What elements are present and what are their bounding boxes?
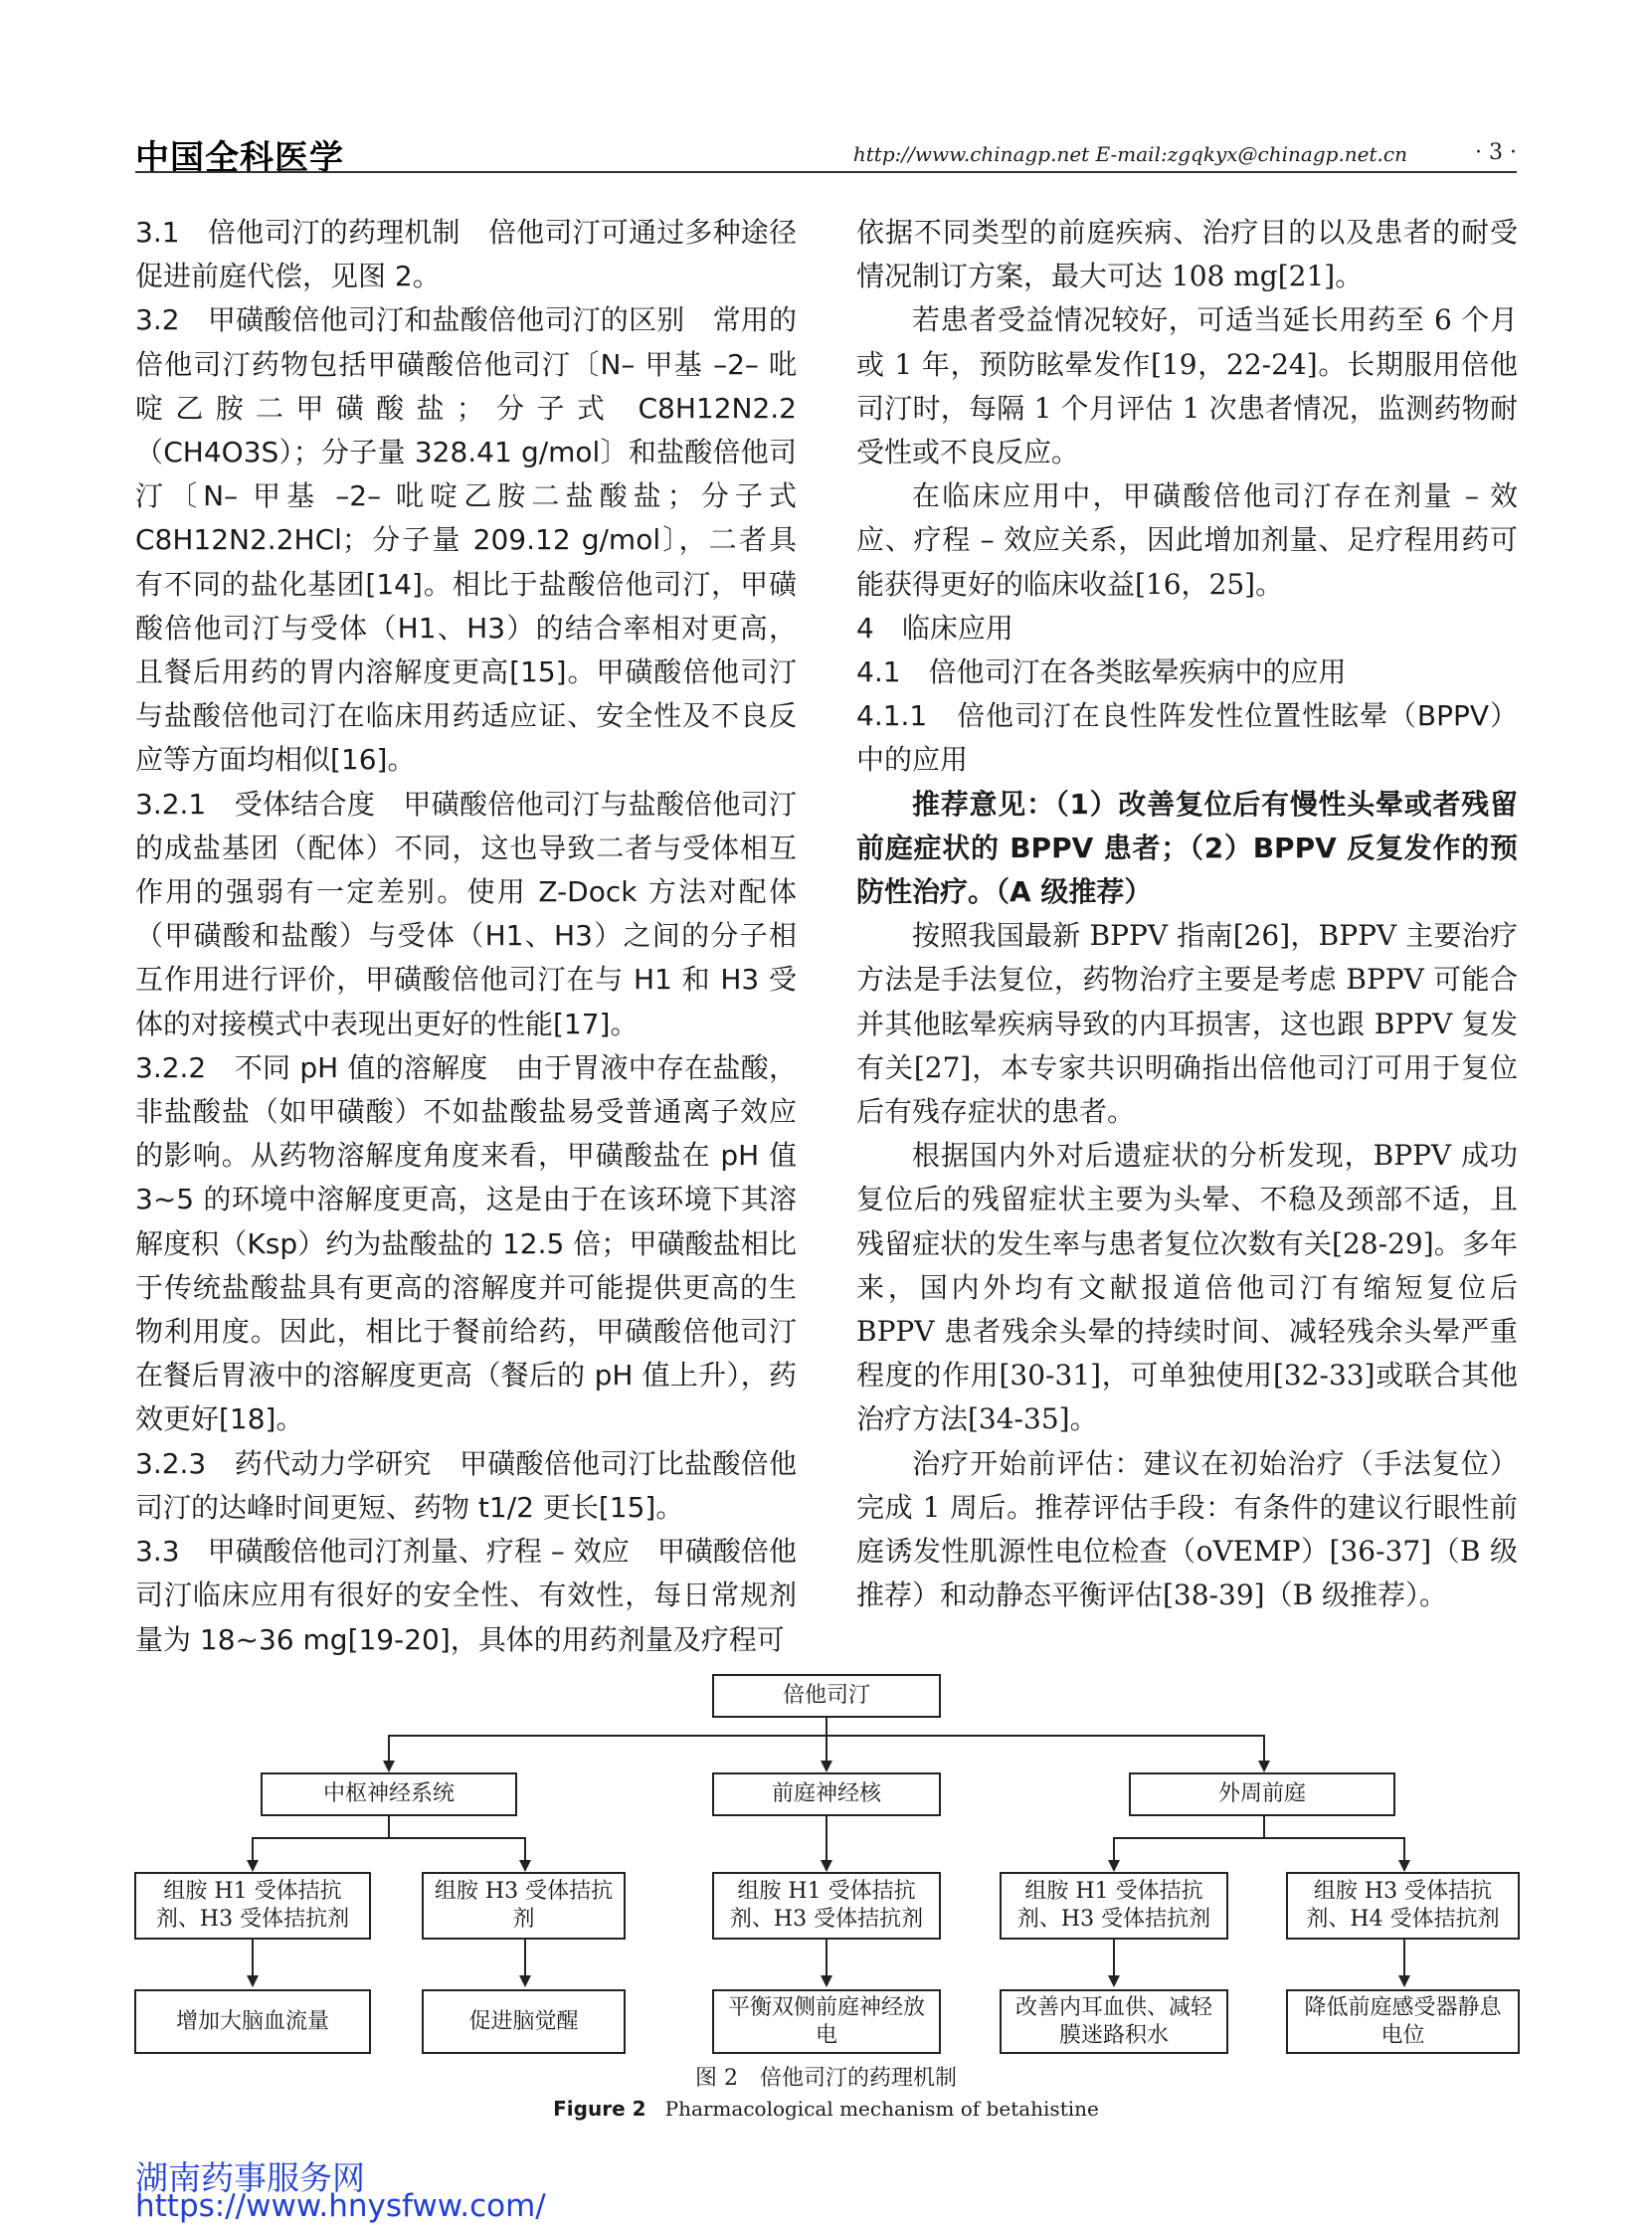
subsection-heading: 4.1 倍他司汀在各类眩晕疾病中的应用 bbox=[856, 655, 1347, 689]
connector bbox=[1113, 1837, 1115, 1862]
connector bbox=[826, 1816, 827, 1862]
connector bbox=[252, 1837, 254, 1862]
connector bbox=[252, 1940, 254, 1975]
figure-caption-cn: 图 2 倍他司汀的药理机制 bbox=[695, 2066, 957, 2091]
paragraph: 3.1 倍他司汀的药理机制 倍他司汀可通过多种途径促进前庭代偿，见图 2。 bbox=[135, 216, 797, 293]
flow-level2-box: 组胺 H1 受体拮抗剂、H3 受体拮抗剂 bbox=[134, 1872, 371, 1940]
journal-title: 中国全科医学 bbox=[135, 138, 344, 178]
flow-root: 倍他司汀 bbox=[712, 1674, 941, 1718]
connector bbox=[826, 1718, 827, 1736]
arrow bbox=[247, 1860, 259, 1872]
flow-level1-box: 外周前庭 bbox=[1129, 1772, 1395, 1816]
flow-level3-box: 增加大脑血流量 bbox=[134, 1989, 371, 2054]
paragraph: 3.2 甲磺酸倍他司汀和盐酸倍他司汀的区别 常用的倍他司汀药物包括甲磺酸倍他司汀〔N– 甲基 –2– 吡啶乙胺二甲磺酸盐；分子式 C8H12N2.2（CH4O3S）；分子量 328.41 g/mol〕和盐酸倍他司汀〔N– 甲基 –2– 吡啶乙胺二盐酸盐；分子式 C8H12N2.2HCl；分子量 209.12 g/mol〕，二者具有不同的盐化基团[14]。相比于盐酸倍他司汀，甲磺酸倍他司汀与受体（H1、H3）的结合率相对更高，且餐后用药的胃内溶解度更高[15]。甲磺酸倍他司汀与盐酸倍他司汀在临床用药适应证、安全性及不良反应等方面均相似[16]。 bbox=[135, 303, 797, 777]
flow-level3-box: 降低前庭感受器静息电位 bbox=[1286, 1989, 1520, 2054]
connector bbox=[388, 1816, 390, 1838]
watermark-name: 湖南药事服务网 bbox=[135, 2158, 365, 2197]
connector bbox=[1113, 1837, 1405, 1839]
connector bbox=[252, 1837, 525, 1839]
connector bbox=[524, 1837, 526, 1862]
arrow bbox=[383, 1761, 395, 1772]
figure-caption-en-text: Pharmacological mechanism of betahistine bbox=[664, 2097, 1099, 2121]
subsection-heading: 4.1.1 倍他司汀在良性阵发性位置性眩晕（BPPV）中的应用 bbox=[856, 699, 1518, 777]
arrow bbox=[1108, 1860, 1120, 1872]
flow-level2-box: 组胺 H1 受体拮抗剂、H3 受体拮抗剂 bbox=[1000, 1872, 1228, 1940]
section-heading: 4 临床应用 bbox=[856, 611, 1013, 645]
arrow bbox=[821, 1975, 832, 1987]
arrow bbox=[821, 1860, 832, 1872]
paragraph: 3.2.2 不同 pH 值的溶解度 由于胃液中存在盐酸，非盐酸盐（如甲磺酸）不如盐酸盐易受普通离子效应的影响。从药物溶解度角度来看，甲磺酸盐在 pH 值 3~5 的环境中溶解度更高，这是由于在该环境下其溶解度积（Ksp）约为盐酸盐的 12.5 倍；甲磺酸盐相比于传统盐酸盐具有更高的溶解度并可能提供更高的生物利用度。因此，相比于餐前给药，甲磺酸倍他司汀在餐后胃液中的溶解度更高（餐后的 pH 值上升），药效更好[18]。 bbox=[135, 1050, 797, 1436]
connector bbox=[524, 1940, 526, 1975]
arrow bbox=[821, 1761, 832, 1772]
arrow bbox=[519, 1860, 531, 1872]
connector bbox=[1113, 1940, 1115, 1975]
flow-level1-box: 中枢神经系统 bbox=[261, 1772, 517, 1816]
paragraph: 若患者受益情况较好，可适当延长用药至 6 个月或 1 年，预防眩晕发作[19，22-24]。长期服用倍他司汀时，每隔 1 个月评估 1 次患者情况，监测药物耐受性或不良反应。 bbox=[856, 303, 1518, 469]
connector bbox=[1403, 1837, 1405, 1862]
paragraph: 依据不同类型的前庭疾病、治疗目的以及患者的耐受情况制订方案，最大可达 108 mg[21]。 bbox=[856, 216, 1518, 293]
arrow bbox=[1108, 1975, 1120, 1987]
paragraph: 在临床应用中，甲磺酸倍他司汀存在剂量 – 效应、疗程 – 效应关系，因此增加剂量、足疗程用药可能获得更好的临床收益[16，25]。 bbox=[856, 479, 1518, 601]
arrow bbox=[1398, 1860, 1410, 1872]
figure-caption-en-label: Figure 2 bbox=[553, 2097, 646, 2121]
connector bbox=[826, 1735, 827, 1763]
paragraph: 3.3 甲磺酸倍他司汀剂量、疗程 – 效应 甲磺酸倍他司汀临床应用有很好的安全性、有效性，每日常规剂量为 18~36 mg[19-20]，具体的用药剂量及疗程可 bbox=[135, 1535, 797, 1656]
flow-level1-box: 前庭神经核 bbox=[712, 1772, 941, 1816]
paragraph: 3.2.3 药代动力学研究 甲磺酸倍他司汀比盐酸倍他司汀的达峰时间更短、药物 t1/2 更长[15]。 bbox=[135, 1446, 797, 1524]
paragraph: 按照我国最新 BPPV 指南[26]，BPPV 主要治疗方法是手法复位，药物治疗主要是考虑 BPPV 可能合并其他眩晕疾病导致的内耳损害，这也跟 BPPV 复发有关[27]，本专家共识明确指出倍他司汀可用于复位后有残存症状的患者。 bbox=[856, 919, 1518, 1129]
flow-level3-box: 改善内耳血供、减轻膜迷路积水 bbox=[1000, 1989, 1228, 2054]
arrow bbox=[1258, 1761, 1270, 1772]
flow-level2-box: 组胺 H3 受体拮抗剂 bbox=[422, 1872, 626, 1940]
watermark-url[interactable]: https://www.hnysfww.com/ bbox=[135, 2188, 546, 2224]
flow-level3-box: 促进脑觉醒 bbox=[422, 1989, 626, 2054]
arrow bbox=[1398, 1975, 1410, 1987]
connector bbox=[826, 1940, 827, 1975]
flow-level2-box: 组胺 H3 受体拮抗剂、H4 受体拮抗剂 bbox=[1286, 1872, 1520, 1940]
flow-level3-box: 平衡双侧前庭神经放电 bbox=[712, 1989, 941, 2054]
connector bbox=[1263, 1816, 1265, 1838]
figure-caption-en bbox=[0, 2097, 1652, 2121]
recommendation: 推荐意见：（1）改善复位后有慢性头晕或者残留前庭症状的 BPPV 患者；（2）BPPV 反复发作的预防性治疗。（A 级推荐） bbox=[856, 787, 1518, 909]
arrow bbox=[519, 1975, 531, 1987]
flow-level2-box: 组胺 H1 受体拮抗剂、H3 受体拮抗剂 bbox=[712, 1872, 941, 1940]
arrow bbox=[247, 1975, 259, 1987]
page-number: · 3 · bbox=[1475, 140, 1517, 165]
connector bbox=[1263, 1735, 1265, 1763]
journal-url[interactable]: http://www.chinagp.net E-mail:zgqkyx@chinagp.net.cn bbox=[852, 142, 1407, 166]
connector bbox=[388, 1735, 390, 1763]
paragraph: 3.2.1 受体结合度 甲磺酸倍他司汀与盐酸倍他司汀的成盐基团（配体）不同，这也导致二者与受体相互作用的强弱有一定差别。使用 Z-Dock 方法对配体（甲磺酸和盐酸）与受体（H1、H3）之间的分子相互作用进行评价，甲磺酸倍他司汀在与 H1 和 H3 受体的对接模式中表现出更好的性能[17]。 bbox=[135, 787, 797, 1040]
paragraph: 治疗开始前评估：建议在初始治疗（手法复位）完成 1 周后。推荐评估手段：有条件的建议行眼性前庭诱发性肌源性电位检查（oVEMP）[36-37]（B 级推荐）和动静态平衡评估[38-39]（B 级推荐）。 bbox=[856, 1446, 1518, 1612]
connector bbox=[1403, 1940, 1405, 1975]
paragraph: 根据国内外对后遗症状的分析发现，BPPV 成功复位后的残留症状主要为头晕、不稳及颈部不适，且残留症状的发生率与患者复位次数有关[28-29]。多年来，国内外均有文献报道倍他司汀有缩短复位后 BPPV 患者残余头晕的持续时间、减轻残余头晕严重程度的作用[30-31]，可单独使用[32-33]或联合其他治疗方法[34-35]。 bbox=[856, 1139, 1518, 1436]
